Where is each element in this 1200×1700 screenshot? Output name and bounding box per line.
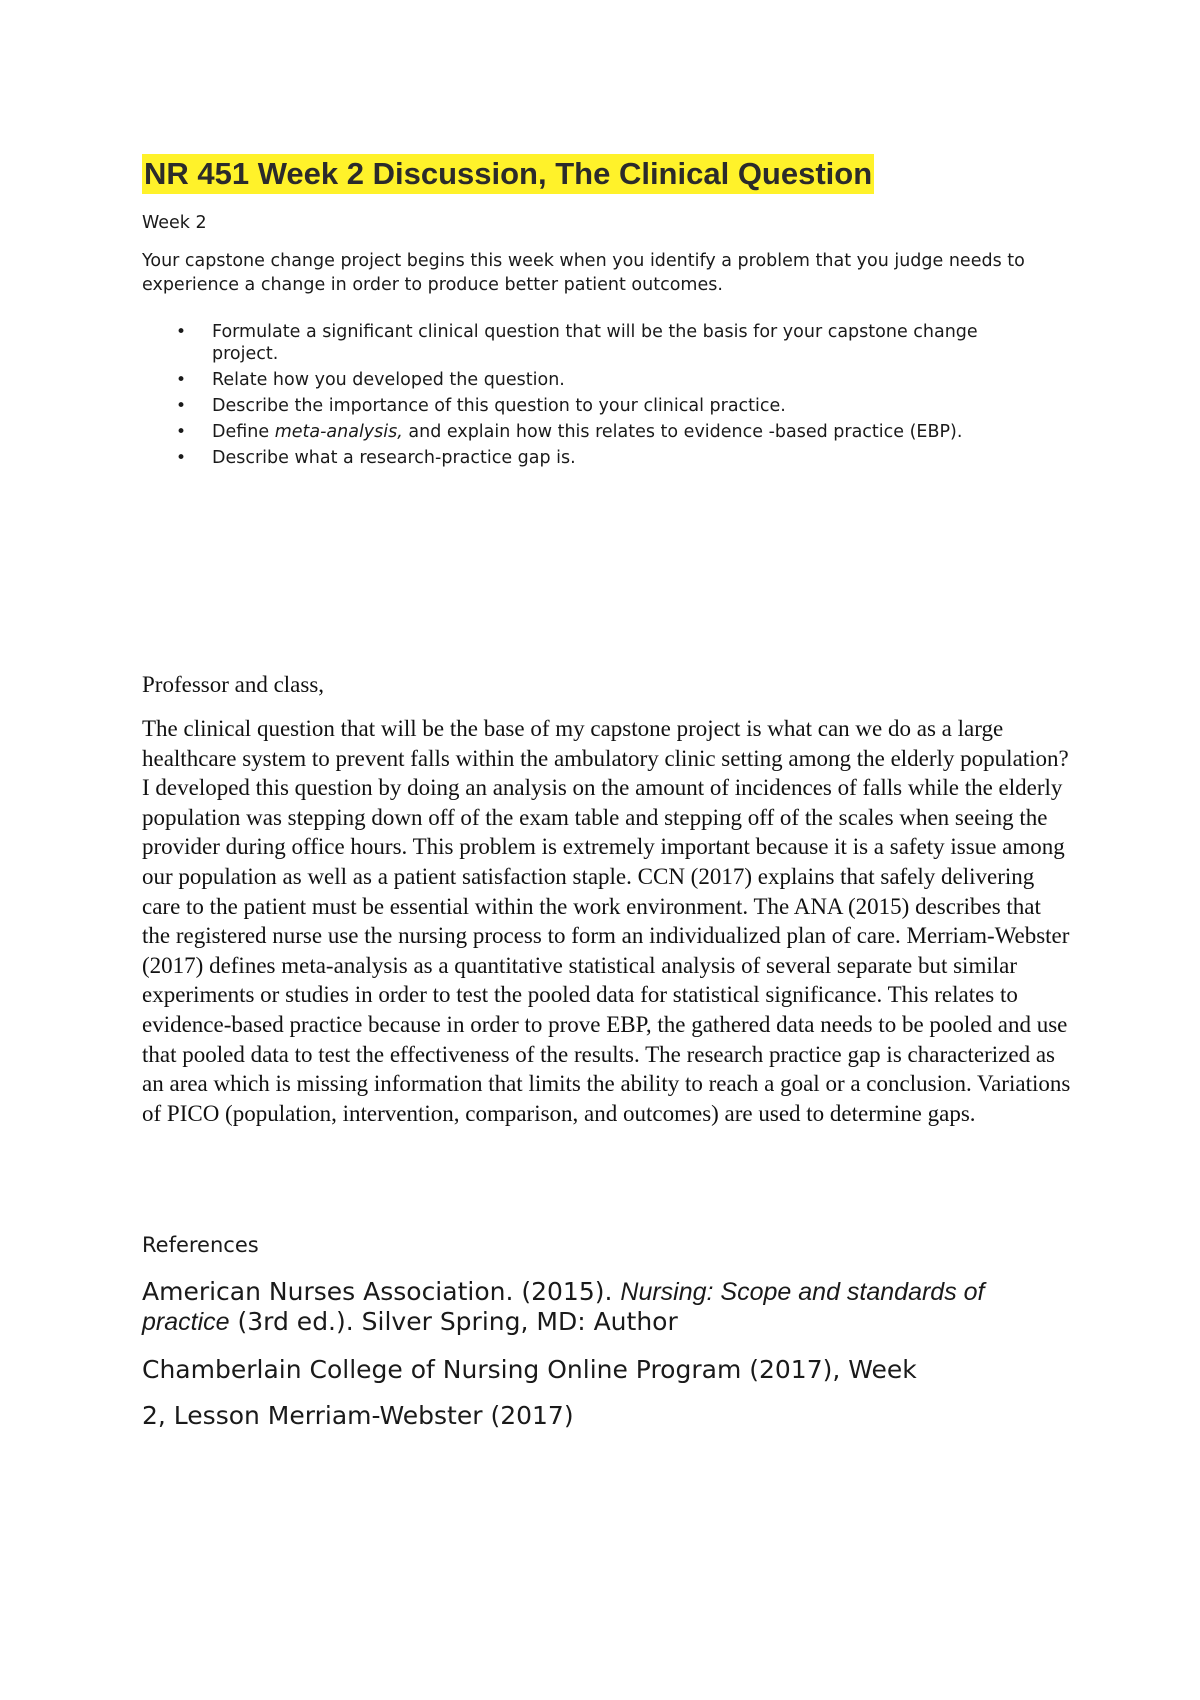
bullet-text: Describe what a research-practice gap is. (212, 448, 576, 468)
bullet-dot: • (176, 422, 187, 442)
references-heading: References (142, 1233, 259, 1257)
bullet-text-before: Define (212, 422, 275, 442)
prompt-bullet-list (142, 321, 1072, 469)
reference-title-italic: Nursing: Scope and standards of practice (142, 1278, 985, 1336)
bullet-item (142, 447, 1012, 469)
bullet-item (142, 321, 1012, 365)
bullet-dot: • (176, 396, 187, 416)
reference-item (142, 1277, 1072, 1337)
bullet-dot: • (176, 448, 187, 468)
document-content (142, 154, 1072, 1430)
document-title: NR 451 Week 2 Discussion, The Clinical Question (142, 154, 874, 194)
reference-text-after: (3rd ed.). Silver Spring, MD: Author (229, 1307, 678, 1336)
bullet-text-after: and explain how this relates to evidence -based practice (EBP). (402, 422, 963, 442)
bullet-item (142, 395, 1012, 417)
greeting: Professor and class, (142, 672, 325, 697)
bullet-text: Relate how you developed the question. (212, 370, 565, 390)
intro-paragraph: Your capstone change project begins this week when you identify a problem that you judge needs to experience a change in order to produce better patient outcomes. (142, 251, 1025, 295)
reference-text-before: American Nurses Association. (2015). (142, 1277, 621, 1306)
bullet-item (142, 421, 1012, 443)
bullet-item (142, 369, 1012, 391)
bullet-text-italic: meta-analysis, (274, 422, 403, 442)
bullet-text: Formulate a significant clinical question that will be the basis for your capstone change project. (212, 322, 978, 364)
bullet-dot: • (176, 370, 187, 390)
reference-item: Chamberlain College of Nursing Online Program (2017), Week (142, 1355, 917, 1384)
bullet-text: Describe the importance of this question to your clinical practice. (212, 396, 786, 416)
week-label: Week 2 (142, 213, 207, 233)
response-paragraph: The clinical question that will be the base of my capstone project is what can we do as a large healthcare system to prevent falls within the ambulatory clinic setting among the elderly population? I developed this question by doing an analysis on the amount of incidences of falls while the elderly population was stepping down off of the exam table and stepping off of the scales when seeing the provider during office hours. This problem is extremely important because it is a safety issue among our population as well as a patient satisfaction staple. CCN (2017) explains that safely delivering care to the patient must be essential within the work environment. The ANA (2015) describes that the registered nurse use the nursing process to form an individualized plan of care. Merriam-Webster (2017) defines meta-analysis as a quantitative statistical analysis of several separate but similar experiments or studies in order to test the pooled data for statistical significance. This relates to evidence-based practice because in order to prove EBP, the gathered data needs to be pooled and use that pooled data to test the effectiveness of the results. The research practice gap is characterized as an area which is missing information that limits the ability to reach a goal or a conclusion. Variations of PICO (population, intervention, comparison, and outcomes) are used to determine gaps. (142, 716, 1071, 1126)
reference-item: 2, Lesson Merriam-Webster (2017) (142, 1401, 574, 1430)
bullet-dot: • (176, 322, 187, 342)
